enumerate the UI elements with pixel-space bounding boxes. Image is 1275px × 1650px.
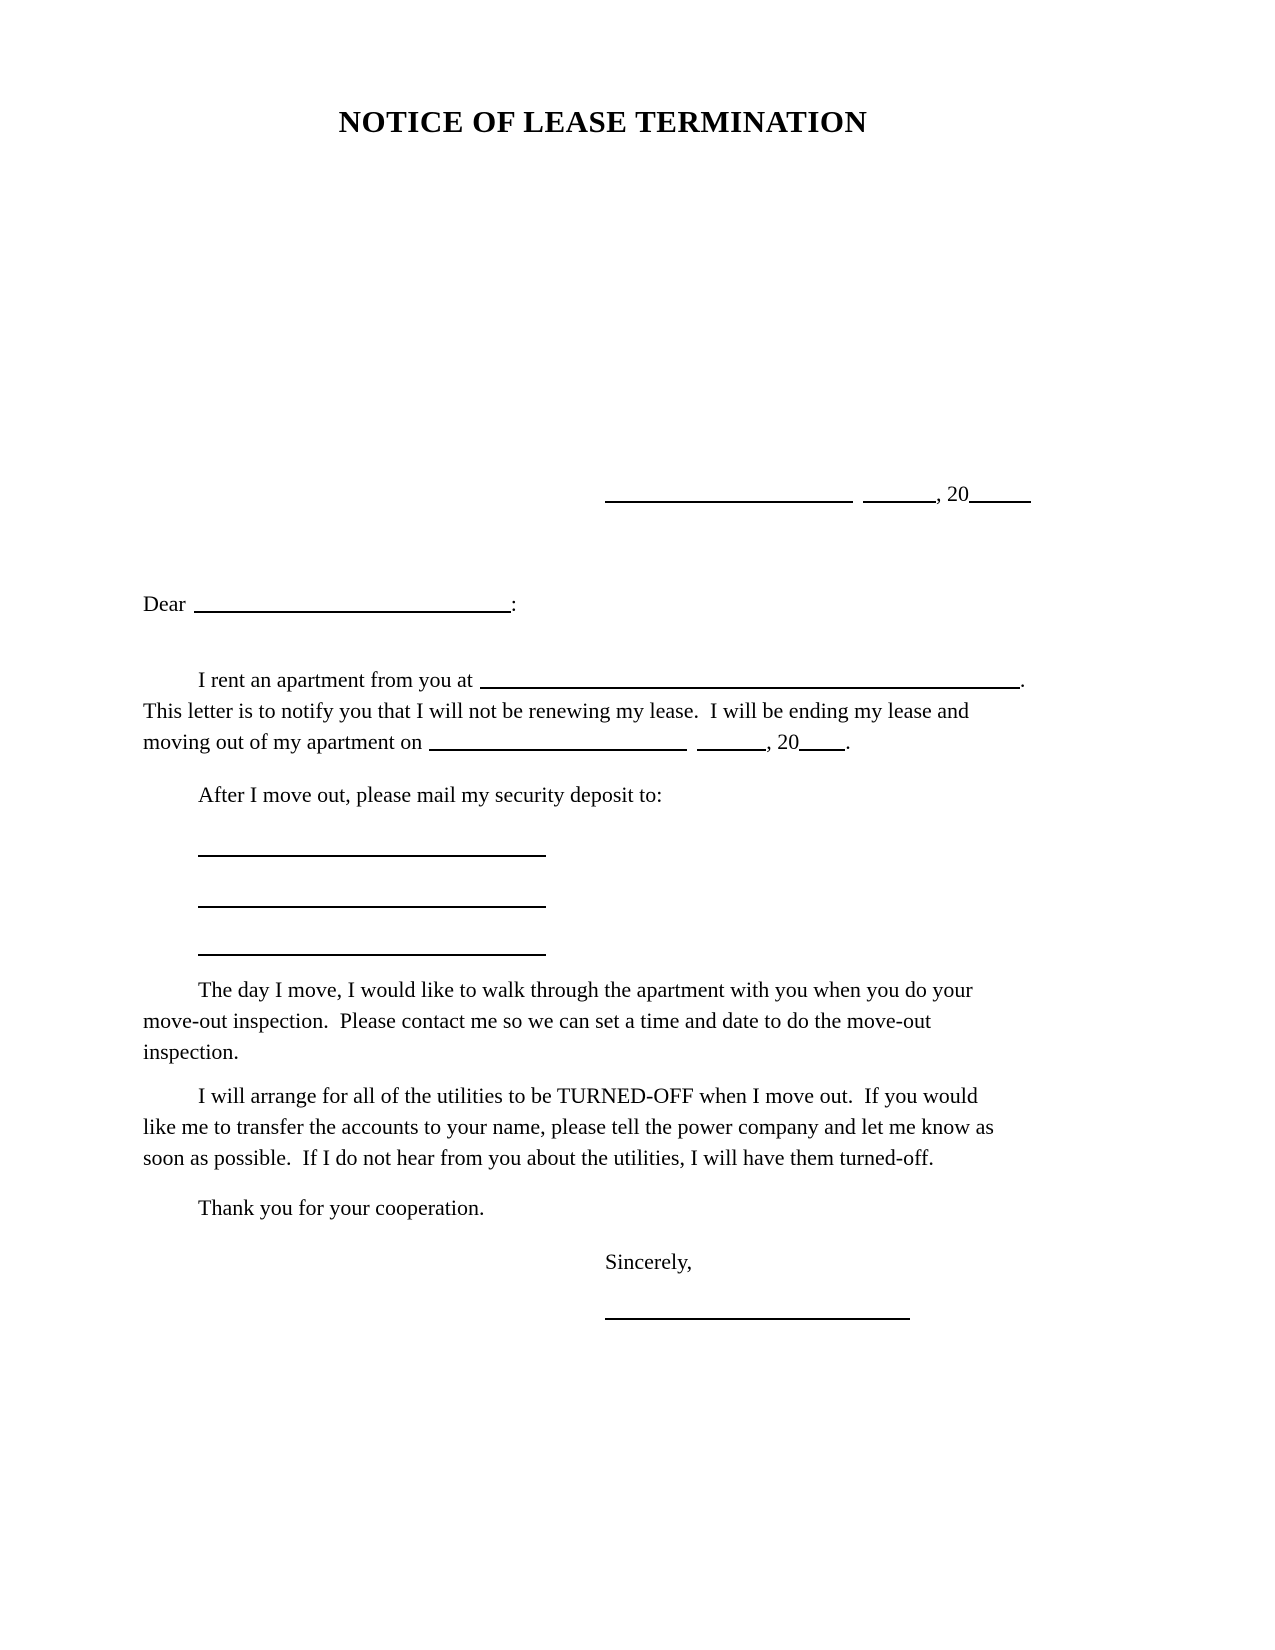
date-year-prefix: , 20 — [936, 481, 969, 506]
date-day-blank — [863, 500, 936, 503]
salutation-dear: Dear — [143, 591, 186, 616]
paragraph-walkthrough — [143, 974, 1063, 1067]
salutation-colon: : — [510, 591, 517, 616]
deposit-address-line-1-blank — [198, 855, 546, 857]
date-line — [605, 478, 1063, 509]
letter-title: NOTICE OF LEASE TERMINATION — [338, 104, 868, 139]
paragraph-rent-line-3 — [143, 726, 1063, 757]
paragraph-rent-line-2 — [143, 695, 1063, 726]
rent-line-2-text: This letter is to notify you that I will not be renewing my lease. I will be ending my lease and — [143, 698, 970, 723]
moveout-lead-text: moving out of my apartment on — [143, 729, 423, 754]
paragraph-deposit — [143, 779, 1063, 810]
salutation-line — [143, 588, 1063, 619]
utilities-line-2 — [143, 1111, 1063, 1142]
moveout-month-blank — [429, 748, 687, 751]
landlord-name-blank — [194, 610, 511, 613]
moveout-period: . — [845, 729, 851, 754]
rent-lead-period: . — [1019, 667, 1026, 692]
walkthrough-text-3: inspection. — [143, 1039, 239, 1064]
date-month-blank — [605, 500, 853, 503]
moveout-year-prefix: , 20 — [766, 729, 800, 754]
utilities-text-1: I will arrange for all of the utilities to be TURNED-OFF when I move out. If you would — [198, 1083, 978, 1108]
walkthrough-line-1 — [143, 974, 1063, 1005]
closing-sincerely — [605, 1246, 1063, 1277]
apartment-address-blank — [480, 686, 1020, 689]
walkthrough-line-3 — [143, 1036, 1063, 1067]
letter-content — [143, 0, 1063, 1320]
walkthrough-text-2: move-out inspection. Please contact me so we can set a time and date to do the move-out — [143, 1008, 932, 1033]
utilities-line-3 — [143, 1142, 1063, 1173]
thanks-text: Thank you for your cooperation. — [198, 1195, 485, 1220]
signature-blank — [605, 1318, 910, 1320]
closing-text: Sincerely, — [605, 1249, 693, 1274]
deposit-text: After I move out, please mail my security deposit to: — [198, 782, 663, 807]
paragraph-utilities — [143, 1080, 1063, 1173]
paragraph-rent-line-1 — [143, 664, 1063, 695]
paragraph-thanks — [143, 1192, 1063, 1223]
deposit-address-line-2-blank — [198, 906, 546, 908]
deposit-address-line-3-blank — [198, 954, 546, 956]
moveout-year-blank — [799, 748, 845, 751]
utilities-text-3: soon as possible. If I do not hear from you about the utilities, I will have them turned-off. — [143, 1145, 934, 1170]
paragraph-rent — [143, 664, 1063, 757]
utilities-text-2: like me to transfer the accounts to your name, please tell the power company and let me know as — [143, 1114, 994, 1139]
walkthrough-line-2 — [143, 1005, 1063, 1036]
moveout-day-blank — [697, 748, 766, 751]
walkthrough-text-1: The day I move, I would like to walk through the apartment with you when you do your — [198, 977, 973, 1002]
utilities-line-1 — [143, 1080, 1063, 1111]
date-year-blank — [969, 500, 1031, 503]
rent-lead-text: I rent an apartment from you at — [198, 667, 473, 692]
